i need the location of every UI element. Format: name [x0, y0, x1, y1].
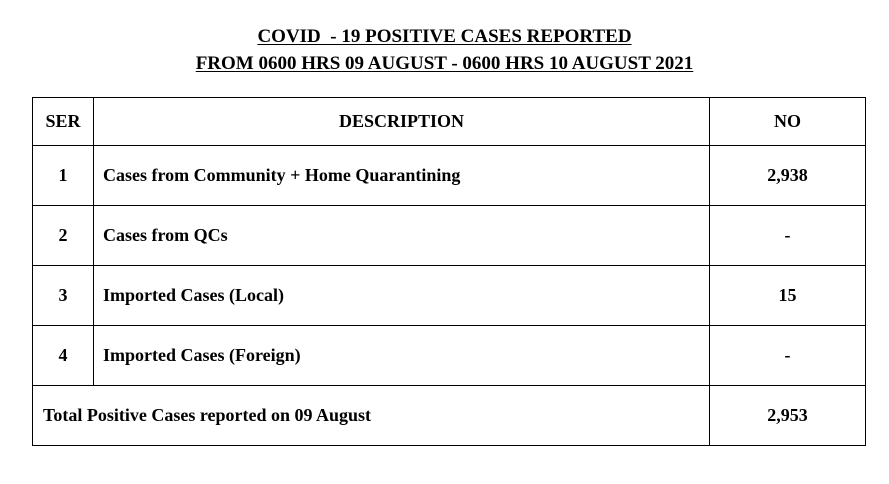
row-no: 2,938 [710, 146, 866, 206]
row-ser: 1 [33, 146, 94, 206]
row-no: 15 [710, 266, 866, 326]
row-no: - [710, 326, 866, 386]
row-ser: 3 [33, 266, 94, 326]
row-ser: 2 [33, 206, 94, 266]
table-row [33, 326, 866, 386]
row-no: - [710, 206, 866, 266]
row-description: Cases from QCs [94, 206, 710, 266]
cases-table [32, 97, 866, 446]
header-description: DESCRIPTION [94, 98, 710, 146]
table-row [33, 266, 866, 326]
title-line-1: COVID - 19 POSITIVE CASES REPORTED [257, 26, 632, 47]
row-description: Cases from Community + Home Quarantining [94, 146, 710, 206]
total-label: Total Positive Cases reported on 09 August [33, 386, 710, 446]
table-header-row [33, 98, 866, 146]
total-no: 2,953 [710, 386, 866, 446]
row-description: Imported Cases (Local) [94, 266, 710, 326]
table-row [33, 146, 866, 206]
title-line-2: FROM 0600 HRS 09 AUGUST - 0600 HRS 10 AUGUST 2021 [195, 53, 694, 74]
header-no: NO [710, 98, 866, 146]
row-description: Imported Cases (Foreign) [94, 326, 710, 386]
table-row [33, 206, 866, 266]
row-ser: 4 [33, 326, 94, 386]
header-ser: SER [33, 98, 94, 146]
total-row [33, 386, 866, 446]
